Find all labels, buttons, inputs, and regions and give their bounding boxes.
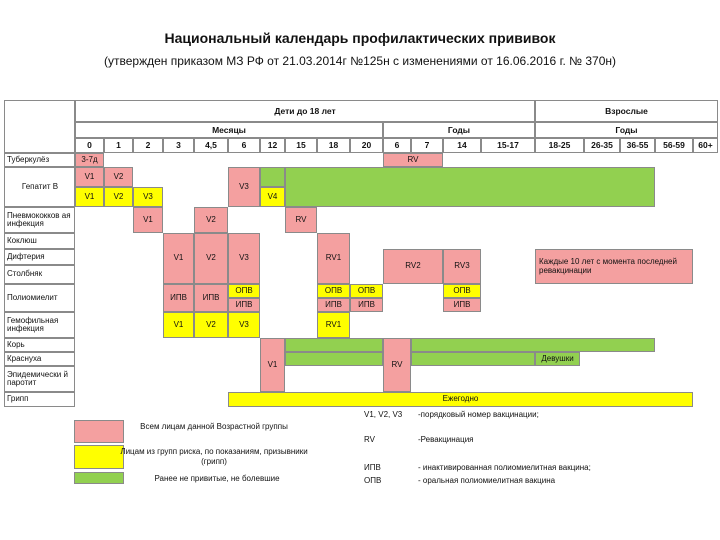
- header-corner: [4, 100, 75, 153]
- age-column-header: 36-55: [620, 138, 655, 153]
- age-column-header: 60+: [693, 138, 718, 153]
- age-column-header: 18: [317, 138, 350, 153]
- hepb-catchup-cell: [260, 167, 285, 187]
- row-label-pertussis: Коклюш: [4, 233, 75, 249]
- row-label-pneumococcal: Пневмококков ая инфекция: [4, 207, 75, 233]
- abbr-desc: -порядковый номер вакцинации;: [418, 410, 539, 419]
- row-label-rubella: Краснуха: [4, 352, 75, 366]
- header-adult-years: Годы: [535, 122, 718, 138]
- hepb-risk-v3-cell: V3: [133, 187, 163, 207]
- mmr-v1-cell: V1: [260, 338, 285, 392]
- abbr-code: ИПВ: [364, 463, 381, 472]
- dtp-v2-cell: V2: [194, 233, 228, 284]
- hepb-v3-cell: V3: [228, 167, 260, 207]
- age-column-header: 56-59: [655, 138, 693, 153]
- header-children: Дети до 18 лет: [75, 100, 535, 122]
- hepb-risk-v1-cell: V1: [75, 187, 104, 207]
- abbr-code: V1, V2, V3: [364, 410, 403, 419]
- dtp-v1-cell: V1: [163, 233, 194, 284]
- dtp-rv1-cell: RV1: [317, 233, 350, 284]
- mmr-rv-cell: RV: [383, 338, 411, 392]
- legend-label-all: Всем лицам данной Возрастной группы: [140, 422, 288, 431]
- hib-rv1-cell: RV1: [317, 312, 350, 338]
- header-years: Годы: [383, 122, 535, 138]
- age-column-header: 6: [383, 138, 411, 153]
- age-column-header: 2: [133, 138, 163, 153]
- rubella-catchup-children: [285, 352, 383, 366]
- polio-ipv-45m-cell: ИПВ: [194, 284, 228, 312]
- age-column-header: 18-25: [535, 138, 584, 153]
- tb-revaccination-cell: RV: [383, 153, 443, 167]
- abbr-desc: -Ревакцинация: [418, 435, 474, 444]
- polio-opv-18m-cell: ОПВ: [317, 284, 350, 298]
- abbr-code: RV: [364, 435, 375, 444]
- dtp-rv3-cell: RV3: [443, 249, 481, 284]
- age-column-header: 20: [350, 138, 383, 153]
- age-column-header: 26-35: [584, 138, 620, 153]
- legend-swatch-pink: [74, 420, 124, 443]
- tb-newborn-cell: 3-7д: [75, 153, 104, 167]
- age-column-header: 7: [411, 138, 443, 153]
- hib-v1-cell: V1: [163, 312, 194, 338]
- age-column-header: 12: [260, 138, 285, 153]
- pneumo-rv-cell: RV: [285, 207, 317, 233]
- hib-v3-cell: V3: [228, 312, 260, 338]
- age-column-header: 15-17: [481, 138, 535, 153]
- polio-ipv-20m-cell: ИПВ: [350, 298, 383, 312]
- polio-ipv-6m-cell: ИПВ: [228, 298, 260, 312]
- hepb-risk-v2-cell: V2: [104, 187, 133, 207]
- row-label-tetanus: Столбняк: [4, 265, 75, 284]
- row-label-tuberculosis: Туберкулёз: [4, 153, 75, 167]
- row-label-influenza: Грипп: [4, 392, 75, 407]
- row-label-mumps: Эпидемически й паротит: [4, 366, 75, 392]
- hepb-v2-cell: V2: [104, 167, 133, 187]
- age-column-header: 1: [104, 138, 133, 153]
- age-column-header: 4,5: [194, 138, 228, 153]
- hepb-catchup-range: [285, 167, 655, 207]
- pneumo-v1-cell: V1: [133, 207, 163, 233]
- legend-label-risk: Лицам из групп риска, по показаниям, призывники (грипп): [120, 447, 308, 466]
- abbr-code: ОПВ: [364, 476, 382, 485]
- measles-catchup-children: [285, 338, 383, 352]
- age-column-header: 6: [228, 138, 260, 153]
- polio-ipv-18m-cell: ИПВ: [317, 298, 350, 312]
- legend-swatch-green: [74, 472, 124, 484]
- polio-ipv-14y-cell: ИПВ: [443, 298, 481, 312]
- row-label-haemophilus: Гемофильная инфекция: [4, 312, 75, 338]
- polio-opv-6m-cell: ОПВ: [228, 284, 260, 298]
- dtp-v3-cell: V3: [228, 233, 260, 284]
- pneumo-v2-cell: V2: [194, 207, 228, 233]
- rubella-girls-cell: Девушки: [535, 352, 580, 366]
- vaccination-table: [4, 100, 718, 407]
- legend-label-unvaccinated: Ранее не привитые, не болевшие: [154, 474, 280, 483]
- hib-v2-cell: V2: [194, 312, 228, 338]
- dtp-rv2-cell: RV2: [383, 249, 443, 284]
- adult-booster-note: Каждые 10 лет с момента последней ревакцинации: [535, 249, 693, 284]
- age-column-header: 0: [75, 138, 104, 153]
- hepb-v1-cell: V1: [75, 167, 104, 187]
- rubella-catchup-youth: [411, 352, 535, 366]
- page-subtitle: (утвержден приказом МЗ РФ от 21.03.2014г №125н с изменениями от 16.06.2016 г. № 370н): [103, 54, 616, 68]
- row-label-hepatitis-b: Гепатит В: [4, 167, 75, 207]
- age-column-header: 15: [285, 138, 317, 153]
- header-months: Месяцы: [75, 122, 383, 138]
- flu-yearly-cell: Ежегодно: [228, 392, 693, 407]
- polio-ipv-3m-cell: ИПВ: [163, 284, 194, 312]
- page-title: Национальный календарь профилактических прививок: [164, 30, 556, 46]
- age-column-header: 14: [443, 138, 481, 153]
- row-label-polio: Полиомиелит: [4, 284, 75, 312]
- abbr-desc: - оральная полиомиелитная вакцина: [418, 476, 556, 485]
- polio-opv-20m-cell: ОПВ: [350, 284, 383, 298]
- hepb-risk-v4-cell: V4: [260, 187, 285, 207]
- header-adults: Взрослые: [535, 100, 718, 122]
- age-column-header: 3: [163, 138, 194, 153]
- measles-catchup-youth: [411, 338, 655, 352]
- row-label-measles: Корь: [4, 338, 75, 352]
- row-label-diphtheria: Дифтерия: [4, 249, 75, 265]
- polio-opv-14y-cell: ОПВ: [443, 284, 481, 298]
- abbr-desc: - инактивированная полиомиелитная вакцина;: [418, 463, 591, 472]
